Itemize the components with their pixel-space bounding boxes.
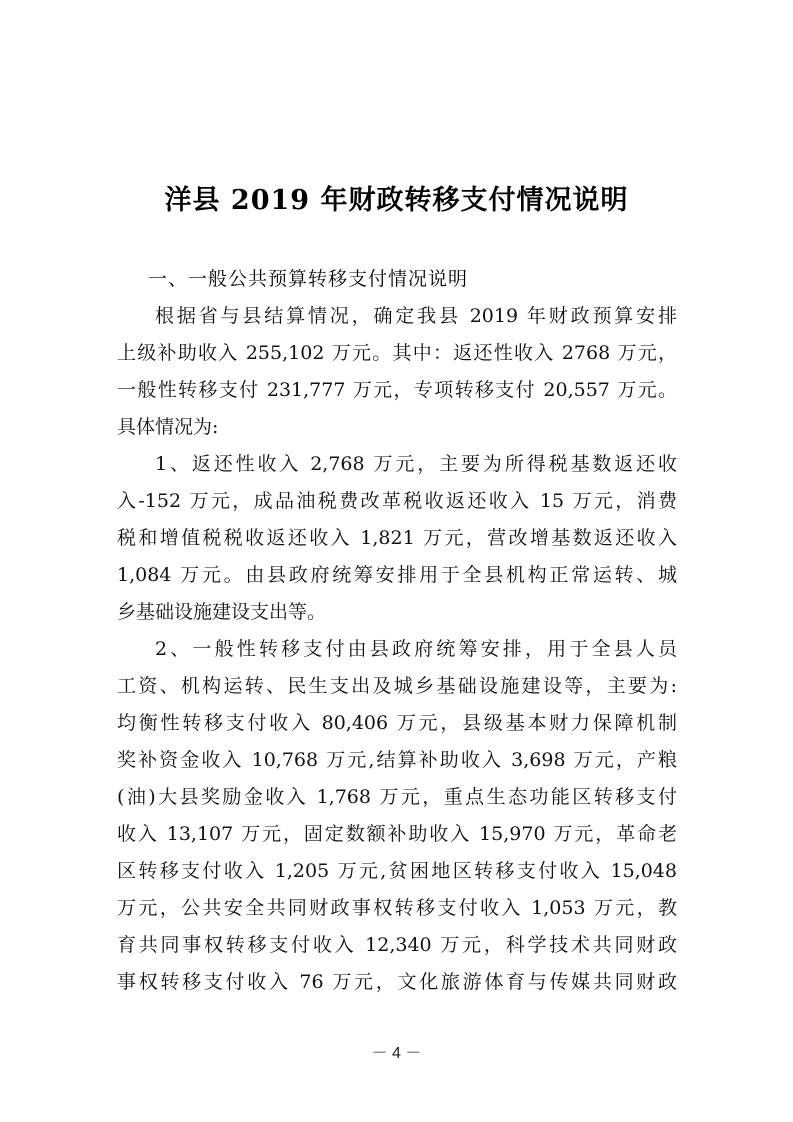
paragraph-line: 均衡性转移支付收入 80,406 万元，县级基本财力保障机制 [117,712,677,734]
paragraph-line: 工资、机构运转、民生支出及城乡基础设施建设等，主要为: [117,675,677,697]
paragraph-line: 2、一般性转移支付由县政府统筹安排，用于全县人员 [155,638,677,660]
paragraph-line: 育共同事权转移支付收入 12,340 万元，科学技术共同财政 [117,934,677,956]
paragraph-line: 上级补助收入 255,102 万元。其中：返还性收入 2768 万元， [117,342,677,364]
page-number: － 4 － [371,1045,422,1062]
document-title: 洋县 2019 年财政转移支付情况说明 [164,185,629,216]
paragraph-line: 根据省与县结算情况，确定我县 2019 年财政预算安排 [155,305,677,327]
paragraph-line: 一般性转移支付 231,777 万元，专项转移支付 20,557 万元。 [117,379,677,401]
paragraph-line: 入-152 万元，成品油税费改革税收返还收入 15 万元，消费 [117,490,677,512]
paragraph-line: 事权转移支付收入 76 万元，文化旅游体育与传媒共同财政 [117,971,677,993]
section-heading: 一、一般公共预算转移支付情况说明 [148,268,469,290]
paragraph-line: 区转移支付收入 1,205 万元,贫困地区转移支付收入 15,048 [117,860,677,882]
paragraph-line: 乡基础设施建设支出等。 [117,601,327,623]
paragraph-line: 税和增值税税收返还收入 1,821 万元，营改增基数返还收入 [117,527,677,549]
paragraph-line: 1、返还性收入 2,768 万元，主要为所得税基数返还收 [155,453,677,475]
paragraph-line: 1,084 万元。由县政府统筹安排用于全县机构正常运转、城 [117,564,677,586]
paragraph-line: (油)大县奖励金收入 1,768 万元，重点生态功能区转移支付 [117,786,677,808]
paragraph-line: 收入 13,107 万元，固定数额补助收入 15,970 万元，革命老 [117,823,677,845]
paragraph-line: 具体情况为: [117,416,219,438]
paragraph-line: 奖补资金收入 10,768 万元,结算补助收入 3,698 万元，产粮 [117,749,677,771]
paragraph-line: 万元，公共安全共同财政事权转移支付收入 1,053 万元，教 [117,897,677,919]
